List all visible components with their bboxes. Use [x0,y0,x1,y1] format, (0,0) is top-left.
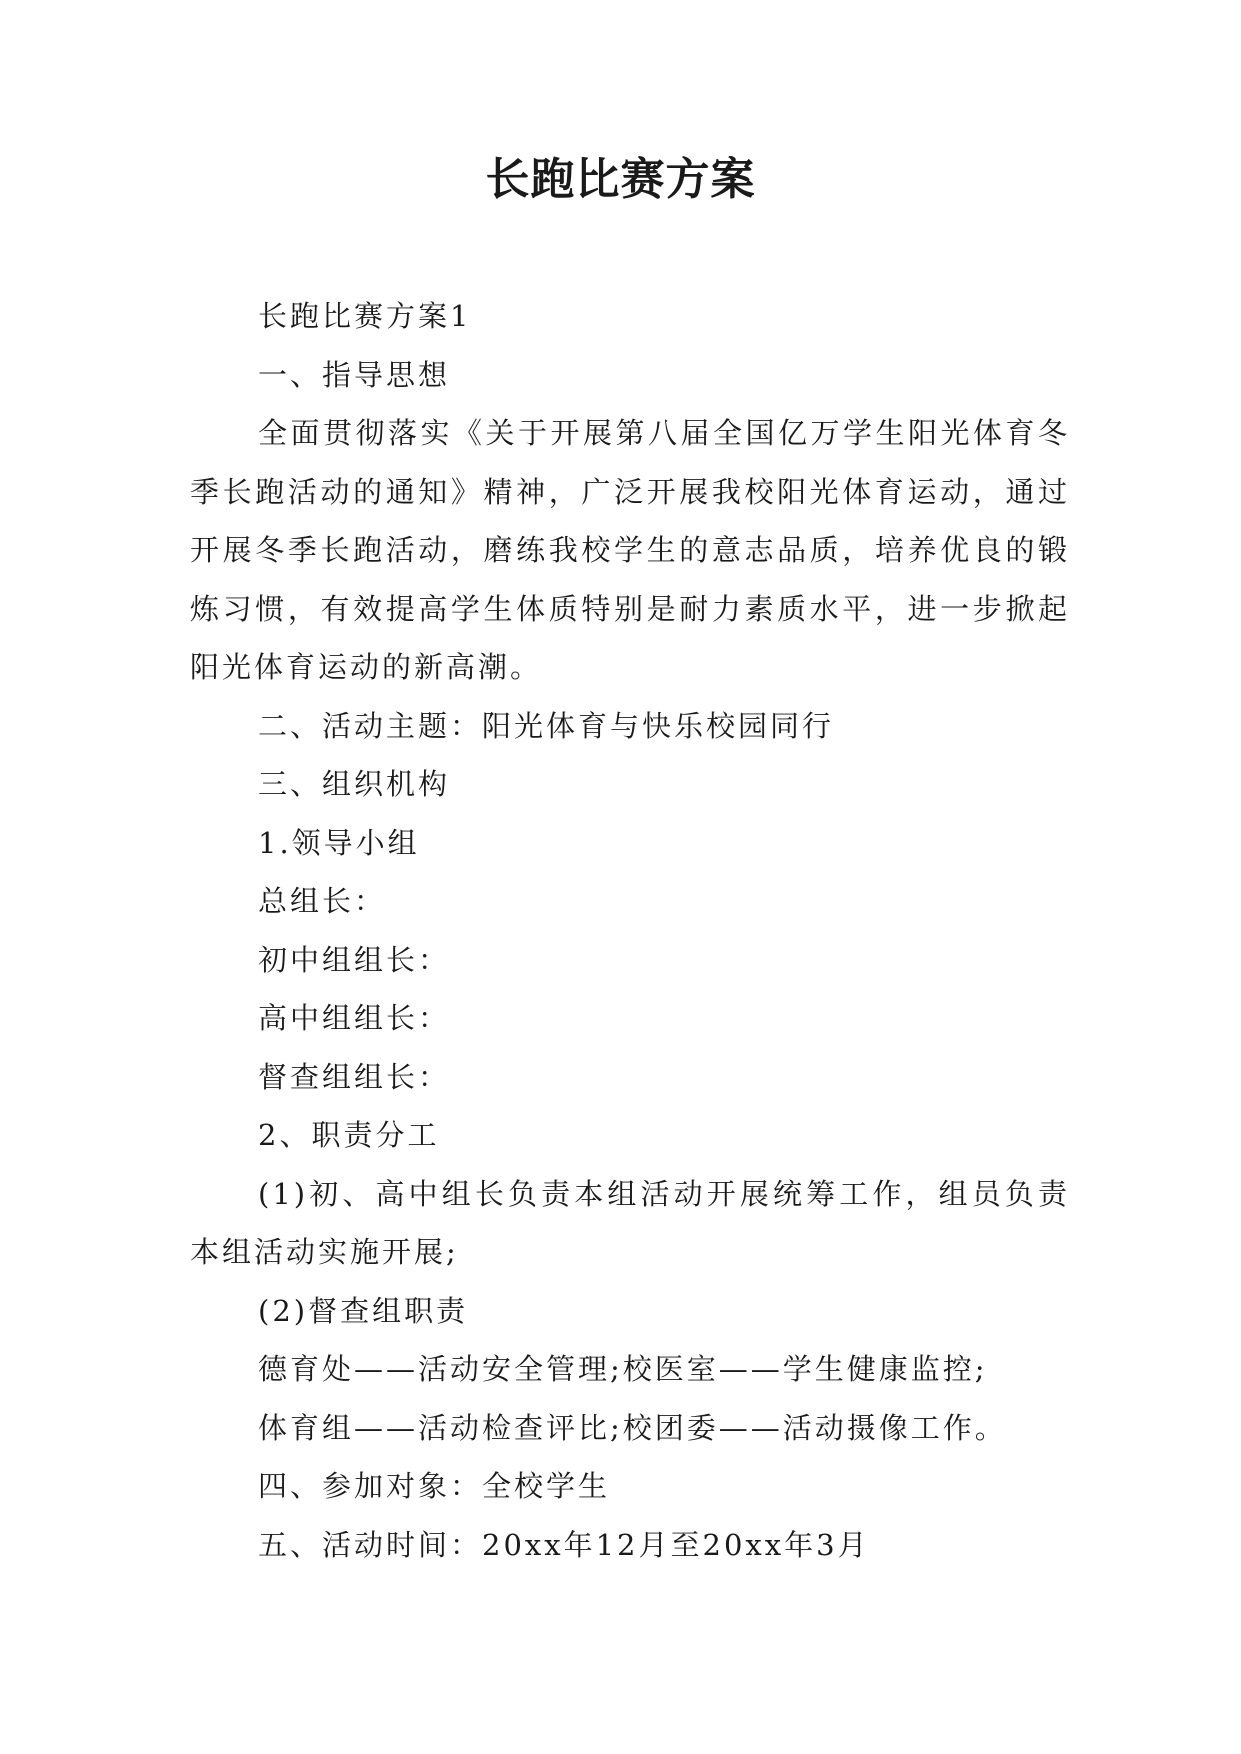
heading-plan-1: 长跑比赛方案1 [258,299,472,333]
duty-item-2: (2)督查组职责 [258,1293,469,1328]
guiding-idea-paragraph: 全面贯彻落实《关于开展第八届全国亿万学生阳光体育冬季长跑活动的通知》精神，广泛开展我校阳光体育运动，通过开展冬季长跑活动，磨练我校学生的意志品质，培养优良的锻炼习惯，有效提高学生体质特别是耐力素质水平，进一步掀起阳光体育运动的新高潮。 [190,416,1070,684]
duty-line-1: 德育处——活动安全管理;校医室——学生健康监控; [258,1352,988,1386]
duty-line-2: 体育组——活动检查评比;校团委——活动摄像工作。 [258,1410,1007,1445]
section-4-participants: 四、参加对象：全校学生 [258,1469,611,1503]
section-2-theme: 二、活动主题：阳光体育与快乐校园同行 [258,708,835,743]
inspection-leader-line: 督查组组长： [258,1059,451,1094]
duty-item-1: (1)初、高中组长负责本组活动开展统筹工作，组员负责本组活动实施开展; [190,1176,1070,1269]
duties-heading: 2、职责分工 [258,1118,440,1152]
document-title: 长跑比赛方案 [485,154,756,205]
chief-leader-line: 总组长： [258,884,387,918]
junior-leader-line: 初中组组长： [258,942,451,977]
section-5-time: 五、活动时间：20xx年12月至20xx年3月 [258,1527,870,1562]
senior-leader-line: 高中组组长： [258,1001,451,1035]
section-3-heading: 三、组织机构 [258,767,451,801]
section-1-heading: 一、指导思想 [258,357,451,392]
document-body [190,287,1070,1574]
leadership-group-heading: 1.领导小组 [258,825,420,860]
